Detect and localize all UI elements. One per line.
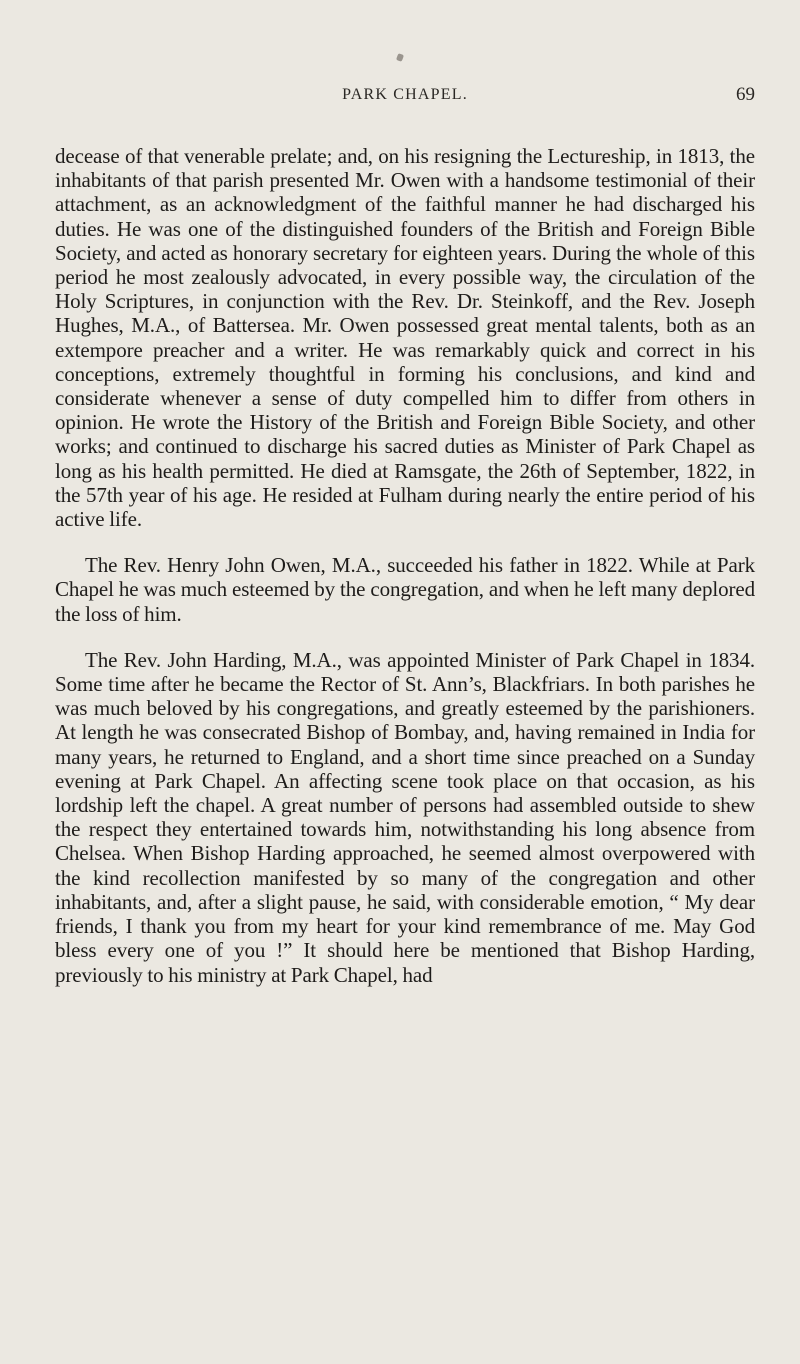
page-number: 69: [736, 84, 755, 105]
paragraph-henry-john-owen: The Rev. Henry John Owen, M.A., succeeded his father in 1822. While at Park Chapel he was much esteemed by the congregation, and when he left many deplored the loss of him.: [55, 553, 755, 626]
page-header: [55, 86, 755, 110]
paragraph-john-harding: The Rev. John Harding, M.A., was appointed Minister of Park Chapel in 1834. Some time after he became the Rector of St. Ann’s, Blackfriars. In both parishes he was much beloved by his congregations, and greatly esteemed by the parishioners. At length he was consecrated Bishop of Bombay, and, having remained in India for many years, he returned to England, and a short time since preached on a Sunday evening at Park Chapel. An affecting scene took place on that occasion, as his lordship left the chapel. A great number of persons had assembled outside to shew the respect they entertained towards him, notwithstanding his long absence from Chelsea. When Bishop Harding approached, he seemed almost overpowered with the kind recollection manifested by so many of the congregation and other inhabitants, and, after a slight pause, he said, with considerable emotion, “ My dear friends, I thank you from my heart for your kind remembrance of me. May God bless every one of you !” It should here be mentioned that Bishop Harding, previously to his ministry at Park Chapel, had: [55, 647, 755, 987]
paragraph-owen-biography: decease of that venerable prelate; and, on his resigning the Lectureship, in 1813, the inhabitants of that parish presented Mr. Owen with a handsome testimonial of their attachment, as an acknowledgment of the faithful manner he had discharged his duties. He was one of the distinguished founders of the British and Foreign Bible Society, and acted as honorary secretary for eighteen years. During the whole of this period he most zealously advocated, in every possible way, the circulation of the Holy Scriptures, in conjunction with the Rev. Dr. Steinkoff, and the Rev. Joseph Hughes, M.A., of Battersea. Mr. Owen possessed great mental talents, both as an extempore preacher and a writer. He was remarkably quick and correct in his conceptions, extremely thoughtful in forming his conclusions, and kind and considerate whenever a sense of duty compelled him to differ from others in opinion. He wrote the History of the British and Foreign Bible Society, and other works; and continued to discharge his sacred duties as Minister of Park Chapel as long as his health permitted. He died at Ramsgate, the 26th of September, 1822, in the 57th year of his age. He resided at Fulham during nearly the entire period of his active life.: [55, 144, 755, 532]
ink-speck: [396, 53, 404, 62]
running-head: PARK CHAPEL.: [342, 86, 468, 103]
body-text: [55, 144, 755, 1009]
